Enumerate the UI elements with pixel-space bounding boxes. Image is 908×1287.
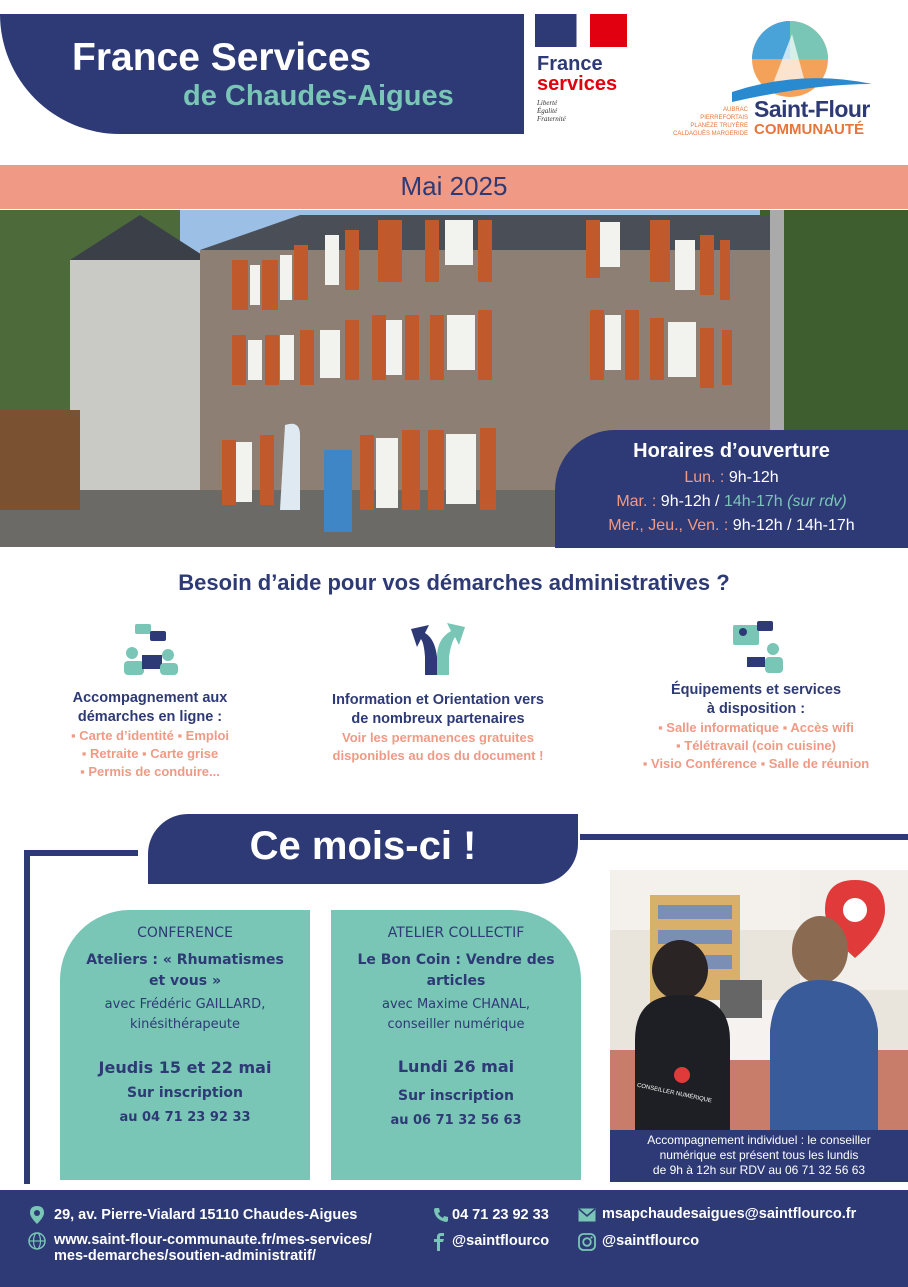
hours-line-monday: Lun. : 9h-12h	[684, 469, 779, 486]
month-label: Mai 2025	[400, 171, 508, 201]
service-information-orientation	[288, 615, 588, 765]
event-phone: au 04 71 23 92 33	[119, 1110, 251, 1125]
event-title: Ateliers : « Rhumatismes et vous »	[86, 952, 284, 989]
service-equipment	[604, 615, 908, 773]
globe-icon	[28, 1232, 46, 1250]
online-help-icon	[120, 619, 180, 679]
footer-address: 29, av. Pierre-Vialard 15110 Chaudes-Aigues	[54, 1207, 358, 1223]
fs-logo-motto: Liberté Égalité Fraternité	[537, 99, 566, 123]
event-card-workshop	[331, 910, 581, 1180]
service-item: ▪ Télétravail (coin cuisine)	[676, 738, 836, 753]
divider-line	[580, 834, 908, 840]
footer-facebook[interactable]: @saintflourco	[452, 1233, 550, 1249]
footer-email[interactable]: msapchaudesaigues@saintflourco.fr	[602, 1206, 857, 1222]
event-card-conference	[60, 910, 310, 1180]
hours-line-wed-fri: Mer., Jeu., Ven. : 9h-12h / 14h-17h	[608, 517, 855, 534]
event-inscription: Sur inscription	[397, 1088, 515, 1104]
event-tag: CONFERENCE	[137, 925, 233, 941]
this-month-label: Ce mois-ci !	[249, 824, 477, 868]
saint-flour-emblem-icon	[672, 14, 902, 109]
service-item: ▪ Carte d’identité ▪ Emploi	[70, 728, 229, 743]
service-item: ▪ Retraite ▪ Carte grise	[81, 746, 219, 761]
opening-hours-title: Horaires d’ouverture	[633, 440, 830, 462]
email-icon	[578, 1208, 596, 1222]
saint-flour-subname: COMMUNAUTÉ	[754, 121, 864, 138]
service-online-procedures	[0, 615, 300, 781]
service-item: ▪ Salle informatique ▪ Accès wifi	[658, 720, 854, 735]
location-pin-icon	[30, 1206, 44, 1224]
shirt-text: CONSEILLER NUMÉRIQUE	[636, 1082, 713, 1105]
equipment-icon	[727, 619, 785, 677]
footer-instagram[interactable]: @saintflourco	[602, 1233, 700, 1249]
service-item: disponibles au dos du document !	[332, 748, 544, 763]
footer	[0, 1190, 908, 1287]
service-title-line: Information et Orientation vers	[332, 692, 544, 708]
france-services-logo	[535, 14, 630, 124]
event-date: Jeudis 15 et 22 mai	[98, 1058, 272, 1077]
opening-hours-box	[555, 430, 908, 548]
service-title-line: Accompagnement aux	[72, 690, 228, 706]
month-band	[0, 165, 908, 209]
event-date: Lundi 26 mai	[397, 1057, 515, 1076]
fs-logo-line1: France	[537, 53, 603, 75]
help-headline: Besoin d’aide pour vos démarches administratives ?	[178, 570, 730, 595]
event-title: Le Bon Coin : Vendre des articles	[357, 952, 555, 989]
event-speaker: avec Maxime CHANAL, conseiller numérique	[382, 997, 530, 1032]
hours-line-tuesday: Mar. : 9h-12h / 14h-17h (sur rdv)	[616, 493, 847, 510]
event-tag: ATELIER COLLECTIF	[387, 925, 525, 941]
instagram-icon	[578, 1233, 596, 1251]
page-title: France Services	[72, 36, 372, 79]
divider-line	[24, 850, 138, 856]
fs-logo-line2: services	[537, 73, 618, 95]
service-item: Voir les permanences gratuites	[342, 730, 534, 745]
service-title-line: Équipements et services	[670, 682, 842, 698]
event-inscription: Sur inscription	[126, 1085, 244, 1101]
advisor-caption: Accompagnement individuel : le conseiller numérique est présent tous les lundis de 9h à 12h sur RDV au 06 71 32 56 63	[610, 1130, 908, 1182]
event-speaker: avec Frédéric GAILLARD, kinésithérapeute	[104, 997, 266, 1032]
divider-line	[24, 850, 30, 1184]
saint-flour-name: Saint-Flour	[754, 96, 870, 122]
footer-phone[interactable]: 04 71 23 92 33	[452, 1207, 549, 1223]
facebook-icon	[433, 1233, 445, 1251]
phone-icon	[433, 1207, 449, 1223]
orientation-arrows-icon	[407, 617, 469, 679]
marianne-flag-icon	[535, 14, 627, 47]
service-title-line: démarches en ligne :	[77, 709, 223, 725]
this-month-banner	[148, 814, 578, 884]
footer-website-link[interactable]: www.saint-flour-communaute.fr/mes-services/ mes-demarches/soutien-administratif/	[54, 1232, 372, 1264]
page-subtitle: de Chaudes-Aigues	[183, 80, 454, 112]
service-item: ▪ Permis de conduire...	[80, 764, 220, 779]
service-title-line: à disposition :	[706, 701, 806, 717]
event-phone: au 06 71 32 56 63	[390, 1113, 522, 1128]
saint-flour-communaute-logo	[672, 14, 902, 146]
service-item: ▪ Visio Conférence ▪ Salle de réunion	[642, 756, 870, 771]
service-title-line: de nombreux partenaires	[351, 711, 525, 727]
saint-flour-places: AUBRAC PIERREFORTAIS PLANÈZE TRUYÈRE CALDAGUÈS MARGERIDE	[672, 107, 748, 137]
